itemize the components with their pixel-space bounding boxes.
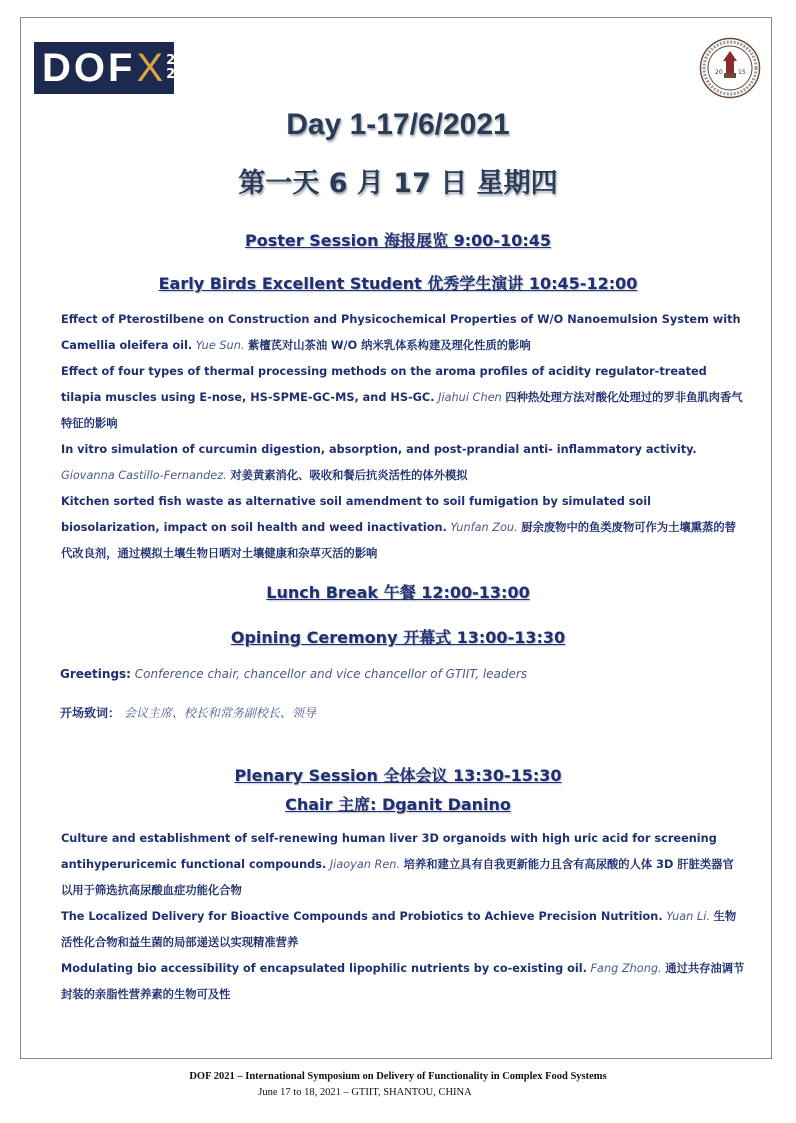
talk-author: Fang Zhong. [590,962,662,975]
talk-author: Yunfan Zou. [450,521,518,534]
talk-title: Kitchen sorted fish waste as alternative soil amendment to soil fumigation by simulated soil biosolarization, impact on soil health and weed inactivation. [61,495,652,534]
footer-date-location: June 17 to 18, 2021 – GTIIT, SHANTOU, CHINA [258,1087,472,1098]
opening-ceremony-heading: Opining Ceremony 开幕式 13:00-13:30 [230,628,566,647]
talk-list-early-birds [61,307,745,567]
logo-year [166,54,188,82]
talk-author: Yuan Li. [666,910,710,923]
talk-item [61,437,745,489]
talk-author: Yue Sun. [195,339,245,352]
greetings-line [60,667,527,681]
talk-title-cn: 通过共存油调节封装的亲脂性营养素的生物可及性 [61,962,745,1001]
logo-year-bottom: 21 [166,67,189,82]
greetings-label: Greetings: [60,667,131,681]
talk-title-cn: 培养和建立具有自我更新能力且含有高尿酸的人体 3D 肝脏类器官以用于筛选抗高尿酸血症功能化合物 [61,858,734,897]
talk-title: The Localized Delivery for Bioactive Compounds and Probiotics to Achieve Precision Nutrition. [61,910,663,923]
seal-year-right: 15 [738,69,746,76]
technion-seal-icon [699,37,761,99]
talk-list-plenary [61,826,745,1008]
logo-x-text: X [136,46,164,90]
talk-title: Modulating bio accessibility of encapsulated lipophilic nutrients by co-existing oil. [61,962,587,975]
page-title: Day 1-17/6/2021 [286,108,510,141]
lunch-break-heading: Lunch Break 午餐 12:00-13:00 [266,583,530,602]
talk-title: Culture and establishment of self-renewing human liver 3D organoids with high uric acid for screening antihyperuricemic functional compounds. [61,832,717,871]
talk-title-cn: 四种热处理方法对酸化处理过的罗非鱼肌肉香气特征的影响 [61,391,743,430]
greetings-text-cn: 会议主席、校长和常务副校长、领导 [123,706,316,720]
plenary-session-heading: Plenary Session 全体会议 13:30-15:30 [234,766,562,785]
talk-item [61,307,745,359]
talk-author: Giovanna Castillo-Fernandez. [61,469,227,482]
talk-title: Effect of Pterostilbene on Construction and Physicochemical Properties of W/O Nanoemulsion System with Camellia oleifera oil. [61,313,741,352]
greetings-text: Conference chair, chancellor and vice chancellor of GTIIT, leaders [134,667,528,681]
logo-year-top: 20 [166,53,189,68]
talk-title-cn: 厨余废物中的鱼类废物可作为土壤熏蒸的替代改良剂，通过模拟土壤生物日晒对土壤健康和杂草灭活的影响 [61,521,736,560]
talk-title: Effect of four types of thermal processing methods on the aroma profiles of acidity regulator-treated tilapia muscles using E-nose, HS-SPME-GC-MS, and HS-GC. [61,365,707,404]
early-birds-heading: Early Birds Excellent Student 优秀学生演讲 10:45-12:00 [158,274,638,293]
talk-item [61,956,745,1008]
logo-main-text: DOF [42,46,136,90]
talk-item [61,826,745,904]
chair-heading: Chair 主席: Dganit Danino [285,795,511,814]
poster-session-heading: Poster Session 海报展览 9:00-10:45 [244,231,551,250]
page-title-cn: 第一天 6 月 17 日 星期四 [238,168,558,199]
talk-title-cn: 生物活性化合物和益生菌的局部递送以实现精准营养 [61,910,737,949]
dof-logo [34,42,189,94]
footer-title: DOF 2021 – International Symposium on Delivery of Functionality in Complex Food Systems [189,1071,607,1082]
talk-item [61,489,745,567]
talk-title-cn: 对姜黄素消化、吸收和餐后抗炎活性的体外模拟 [230,469,468,482]
talk-title-cn: 紫檀芪对山茶油 W/O 纳米乳体系构建及理化性质的影响 [248,339,531,352]
seal-year-left: 20 [715,69,723,76]
talk-author: Jiahui Chen [438,391,502,404]
talk-author: Jiaoyan Ren. [329,858,401,871]
talk-item [61,904,745,956]
greetings-label-cn: 开场致词： [60,706,121,720]
talk-item [61,359,745,437]
greetings-line-cn [60,704,316,721]
talk-title: In vitro simulation of curcumin digestion, absorption, and post-prandial anti- inflammatory activity. [61,443,697,456]
